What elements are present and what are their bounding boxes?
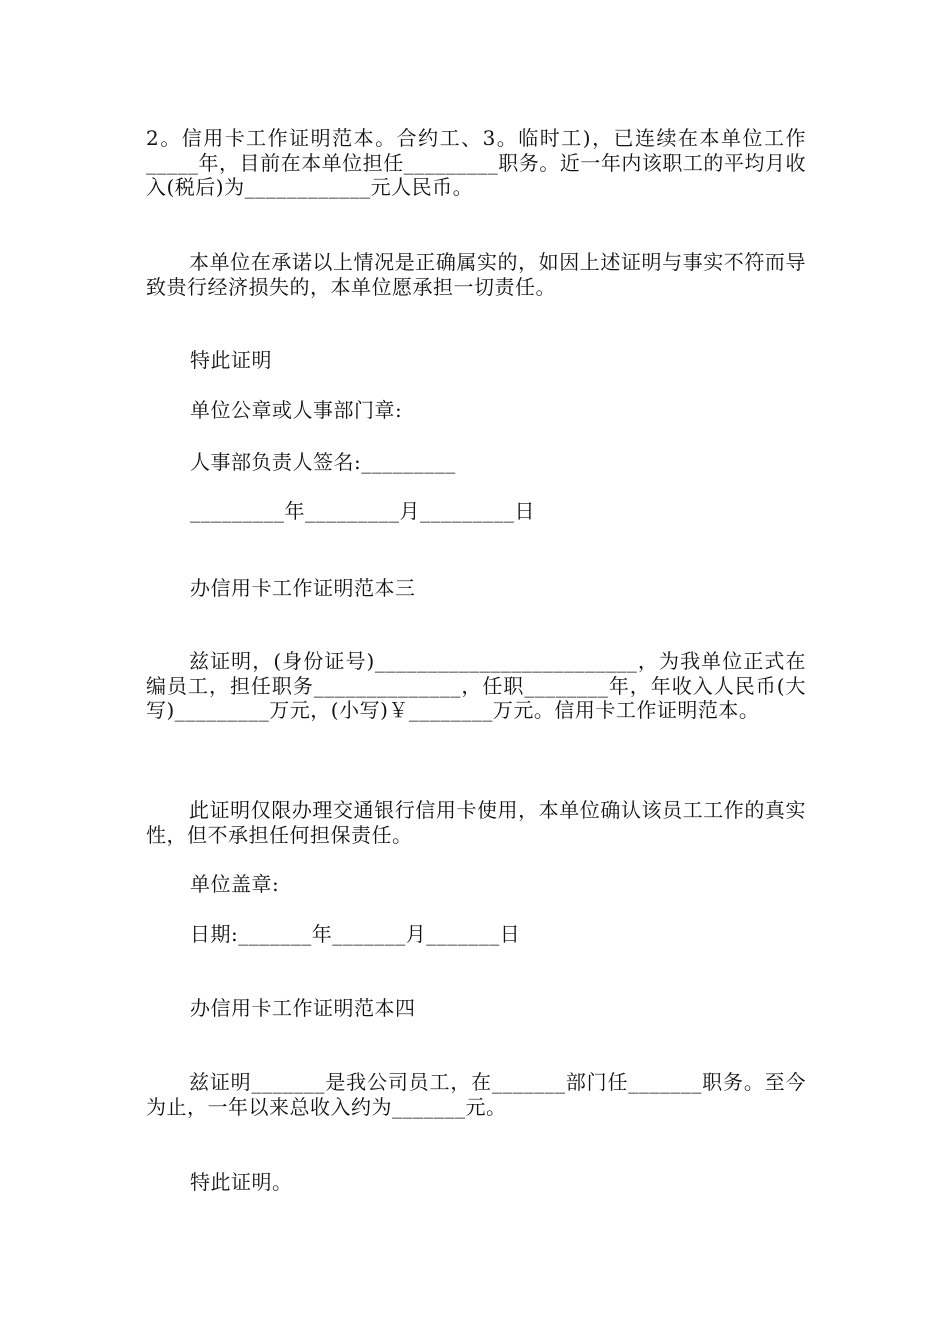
certify-text: 特此证明 [190,348,272,372]
seal-label: 单位公章或人事部门章: [190,398,403,422]
date-line: _________年_________月_________日 [190,499,535,523]
date-field-line: 日期:_______年_______月_______日 [190,922,521,946]
company-seal-label: 单位盖章: [190,872,280,896]
certify-text-end: 特此证明。 [190,1170,293,1194]
paragraph-employee-certification: 兹证明，(身份证号)_________________________，为我单位正式在编员工，担任职务______________，任职________年，年收入人民币(大写)_________万元，(小写)￥________万元。信用卡工作证明范本。 [146,649,806,722]
paragraph-commitment: 本单位在承诺以上情况是正确属实的，如因上述证明与事实不符而导致贵行经济损失的，本单位愿承担一切责任。 [146,250,806,299]
paragraph-income-statement: 2。信用卡工作证明范本。合约工、3。临时工)，已连续在本单位工作_____年，目前在本单位担任_________职务。近一年内该职工的平均月收入(税后)为____________元人民币。 [146,126,806,199]
section-title-four: 办信用卡工作证明范本四 [190,996,416,1020]
hr-signature-line: 人事部负责人签名:_________ [190,450,456,474]
section-title-three: 办信用卡工作证明范本三 [190,576,416,600]
paragraph-usage-limit: 此证明仅限办理交通银行信用卡使用，本单位确认该员工工作的真实性，但不承担任何担保责任。 [146,798,806,847]
paragraph-employee-income: 兹证明_______是我公司员工，在_______部门任_______职务。至今为止，一年以来总收入约为_______元。 [146,1070,806,1119]
